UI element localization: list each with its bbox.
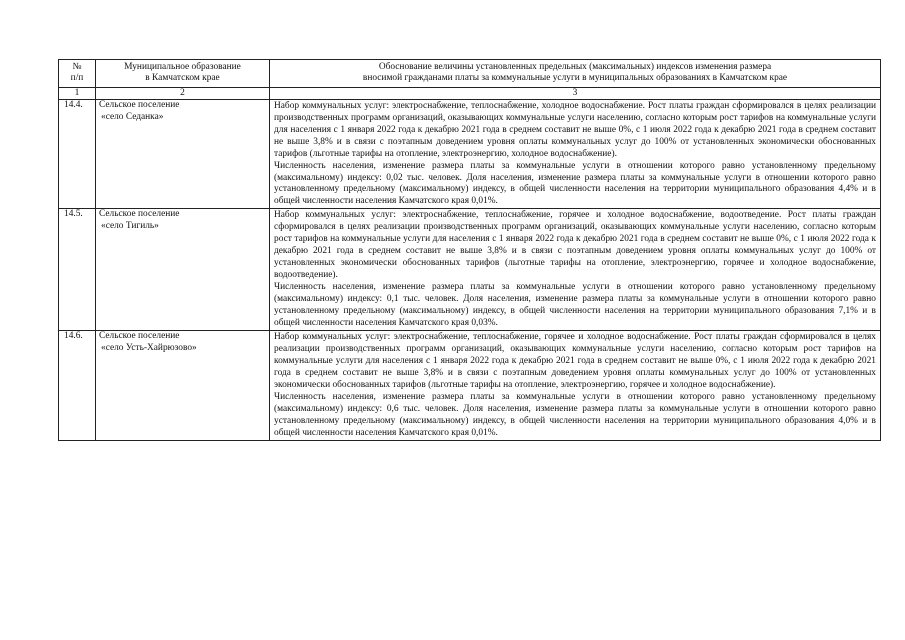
header-municipality-line1: Муниципальное образование [124, 62, 241, 72]
municipality-type: Сельское поселение [99, 99, 180, 110]
row-municipality [96, 330, 270, 440]
municipality-name: «село Тигиль» [101, 221, 159, 232]
column-number-3: 3 [270, 87, 881, 99]
row-municipality [96, 99, 270, 209]
municipality-name: «село Усть-Хайрюзово» [101, 342, 197, 353]
header-number-line1: № [72, 62, 82, 72]
row-municipality [96, 209, 270, 331]
row-number: 14.4. [59, 99, 96, 209]
header-municipality-line2: в Камчатском крае [145, 73, 220, 84]
column-number-row [59, 87, 881, 99]
table-header-row [59, 60, 881, 88]
table-row [59, 99, 881, 209]
row-number: 14.6. [59, 330, 96, 440]
header-justification-line2: вносимой гражданами платы за коммунальные услуги в муниципальных образованиях в Камчатском крае [362, 73, 788, 84]
header-number [59, 60, 96, 88]
document-page [58, 59, 880, 441]
column-number-1: 1 [59, 87, 96, 99]
population-paragraph: Численность населения, изменение размера платы за коммунальные услуги в отношении которого равно установленному предельному (максимальному) индексу: 0,1 тыс. человек. Доля населения, изменение размера платы за коммунальные услуги в отношении которого равно установленному предельному (максимальному) индексу, в общей численности населения на территории муниципального образования 7,1% и в общей численности населения Камчатского края 0,03%. [274, 282, 876, 328]
municipality-type: Сельское поселение [99, 209, 180, 220]
population-paragraph: Численность населения, изменение размера платы за коммунальные услуги в отношении которого равно установленному предельному (максимальному) индексу: 0,02 тыс. человек. Доля населения, изменение размера платы за коммунальные услуги в отношении которого равно установленному предельному (максимальному) индексу, в общей численности населения на территории муниципального образования 4,4% и в общей численности населения Камчатского края 0,01%. [274, 160, 876, 207]
municipality-name: «село Седанка» [101, 111, 164, 122]
header-justification-line1: Обоснование величины установленных предельных (максимальных) индексов изменения размера [378, 62, 772, 72]
services-paragraph: Набор коммунальных услуг: электроснабжение, теплоснабжение, горячее и холодное водоснабжение. Рост платы граждан сформировался в целях реализации производственных программ организаций, оказывающих коммунальные услуги населению, согласно которым рост тарифов на коммунальные услуги для населения с 1 января 2022 года к декабрю 2021 года в среднем составит не выше 0%, с 1 июля 2022 года к декабрю 2021 года в среднем составит не выше 3,8% и в связи с поэтапным доведением уровня оплаты коммунальных услуг до 100% от установленных экономически обоснованных тарифов (льготные тарифы на отопление, электроэнергию, горячее и холодное водоснабжение). [274, 331, 876, 390]
population-paragraph: Численность населения, изменение размера платы за коммунальные услуги в отношении которого равно установленному предельному (максимальному) индексу: 0,6 тыс. человек. Доля населения, изменение размера платы за коммунальные услуги в отношении которого равно установленному предельному (максимальному) индексу, в общей численности населения на территории муниципального образования 4,0% и в общей численности населения Камчатского края 0,01%. [274, 391, 876, 438]
table-row [59, 209, 881, 331]
row-justification [270, 209, 881, 331]
table-row [59, 330, 881, 440]
services-paragraph: Набор коммунальных услуг: электроснабжение, теплоснабжение, холодное водоснабжение. Рост платы граждан сформировался в целях реализации производственных программ организаций, оказывающих коммунальные услуги населению, согласно которым рост тарифов на коммунальные услуги для населения с 1 января 2022 года к декабрю 2021 года в среднем составит не выше 0%, с 1 июля 2022 года к декабрю 2021 года в среднем составит не выше 3,8% и в связи с поэтапным доведением уровня оплаты коммунальных услуг до 100% от установленных экономически обоснованных тарифов (льготные тарифы на отопление, электроэнергию, холодное водоснабжение). [274, 100, 876, 159]
row-justification [270, 330, 881, 440]
header-municipality [96, 60, 270, 88]
services-paragraph: Набор коммунальных услуг: электроснабжение, теплоснабжение, горячее и холодное водоснабжение, водоотведение. Рост платы граждан сформировался в целях реализации производственных программ организаций, оказывающих коммунальные услуги населению, согласно которым рост тарифов на коммунальные услуги для населения с 1 января 2022 года к декабрю 2021 года в среднем составит не выше 0%, с 1 июля 2022 года к декабрю 2021 года в среднем составит не выше 3,8% и в связи с поэтапным доведением уровня оплаты коммунальных услуг до 100% от установленных экономически обоснованных тарифов (льготные тарифы на отопление, электроэнергию, горячее и холодное водоснабжение, водоотведение). [274, 210, 876, 281]
municipality-type: Сельское поселение [99, 330, 180, 341]
column-number-2: 2 [96, 87, 270, 99]
row-justification [270, 99, 881, 209]
tariff-index-table [58, 59, 881, 441]
row-number: 14.5. [59, 209, 96, 331]
header-justification [270, 60, 881, 88]
header-number-line2: п/п [70, 73, 84, 84]
